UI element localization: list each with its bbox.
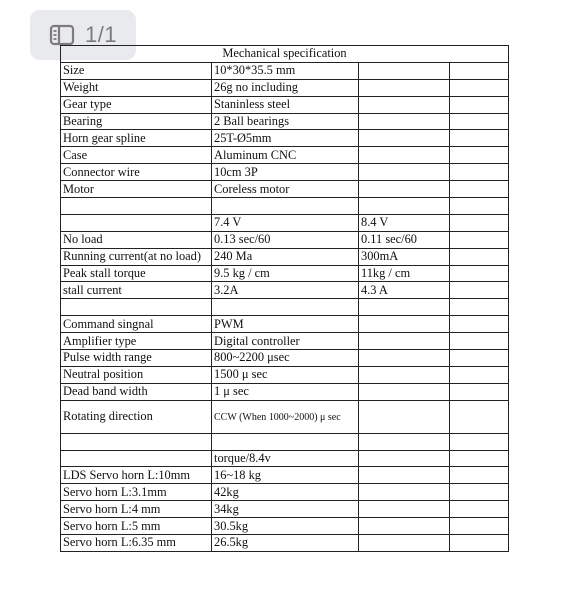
spec-value: Digital controller — [212, 333, 359, 350]
spec-value: 10cm 3P — [212, 164, 359, 181]
table-row — [61, 181, 509, 198]
table-row — [61, 164, 509, 181]
spec-label: Rotating direction — [61, 400, 212, 433]
spec-label: Connector wire — [61, 164, 212, 181]
spec-label: Neutral position — [61, 366, 212, 383]
voltage-header: 8.4 V — [359, 214, 450, 231]
spec-value: 11kg / cm — [359, 265, 450, 282]
spec-value: 25T-Ø5mm — [212, 130, 359, 147]
table-row — [61, 333, 509, 350]
spec-value: 26.5kg — [212, 535, 359, 552]
table-row — [61, 383, 509, 400]
table-row — [61, 130, 509, 147]
spec-label: Case — [61, 147, 212, 164]
spec-value: 2 Ball bearings — [212, 113, 359, 130]
spec-label: No load — [61, 231, 212, 248]
mechanical-spec-table — [60, 45, 509, 552]
spec-label: Gear type — [61, 96, 212, 113]
spec-value: 1 μ sec — [212, 383, 359, 400]
spec-label: Weight — [61, 79, 212, 96]
spec-label: Running current(at no load) — [61, 248, 212, 265]
table-row — [61, 400, 509, 433]
table-row — [61, 366, 509, 383]
empty-row — [61, 198, 509, 215]
spec-value: 10*30*35.5 mm — [212, 62, 359, 79]
voltage-header-row — [61, 214, 509, 231]
spec-value: 9.5 kg / cm — [212, 265, 359, 282]
table-title: Mechanical specification — [61, 46, 509, 63]
table-title-row — [61, 46, 509, 63]
spec-value: 0.13 sec/60 — [212, 231, 359, 248]
spec-value: 30.5kg — [212, 518, 359, 535]
table-row — [61, 248, 509, 265]
spec-value: CCW (When 1000~2000) μ sec — [214, 411, 341, 423]
page-number: 1/1 — [84, 22, 118, 47]
sidebar-panel-icon — [49, 24, 75, 46]
table-row — [61, 96, 509, 113]
spec-label: Amplifier type — [61, 333, 212, 350]
spec-value: 26g no including — [212, 79, 359, 96]
table-row — [61, 467, 509, 484]
table-row — [61, 79, 509, 96]
spec-label: Servo horn L:3.1mm — [61, 484, 212, 501]
spec-label: Horn gear spline — [61, 130, 212, 147]
table-row — [61, 501, 509, 518]
spec-value: 4.3 A — [359, 282, 450, 299]
spec-label: stall current — [61, 282, 212, 299]
table-row — [61, 350, 509, 367]
spec-label: Servo horn L:4 mm — [61, 501, 212, 518]
empty-row — [61, 433, 509, 450]
spec-value: 34kg — [212, 501, 359, 518]
spec-label: Pulse width range — [61, 350, 212, 367]
spec-label: Bearing — [61, 113, 212, 130]
spec-value: 240 Ma — [212, 248, 359, 265]
voltage-header: 7.4 V — [212, 214, 359, 231]
spec-value: 800~2200 μsec — [212, 350, 359, 367]
spec-value: 1500 μ sec — [212, 366, 359, 383]
table-row — [61, 147, 509, 164]
spec-label: Servo horn L:6.35 mm — [61, 535, 212, 552]
spec-label: Servo horn L:5 mm — [61, 518, 212, 535]
spec-label: Peak stall torque — [61, 265, 212, 282]
spec-label: Dead band width — [61, 383, 212, 400]
table-row — [61, 316, 509, 333]
horn-torque-header: torque/8.4v — [212, 450, 359, 467]
spec-value: 300mA — [359, 248, 450, 265]
spec-label: Command singnal — [61, 316, 212, 333]
spec-value: 16~18 kg — [212, 467, 359, 484]
table-row — [61, 518, 509, 535]
spec-label: LDS Servo horn L:10mm — [61, 467, 212, 484]
spec-label: Motor — [61, 181, 212, 198]
table-row — [61, 62, 509, 79]
horn-header-row — [61, 450, 509, 467]
spec-value: Coreless motor — [212, 181, 359, 198]
spec-label: Size — [61, 62, 212, 79]
table-row — [61, 231, 509, 248]
spec-value: 3.2A — [212, 282, 359, 299]
table-row — [61, 535, 509, 552]
empty-row — [61, 299, 509, 316]
table-row — [61, 282, 509, 299]
spec-value: Staninless steel — [212, 96, 359, 113]
spec-value: Aluminum CNC — [212, 147, 359, 164]
spec-value: 42kg — [212, 484, 359, 501]
table-row — [61, 265, 509, 282]
spec-value: PWM — [212, 316, 359, 333]
table-row — [61, 484, 509, 501]
spec-value: 0.11 sec/60 — [359, 231, 450, 248]
table-row — [61, 113, 509, 130]
